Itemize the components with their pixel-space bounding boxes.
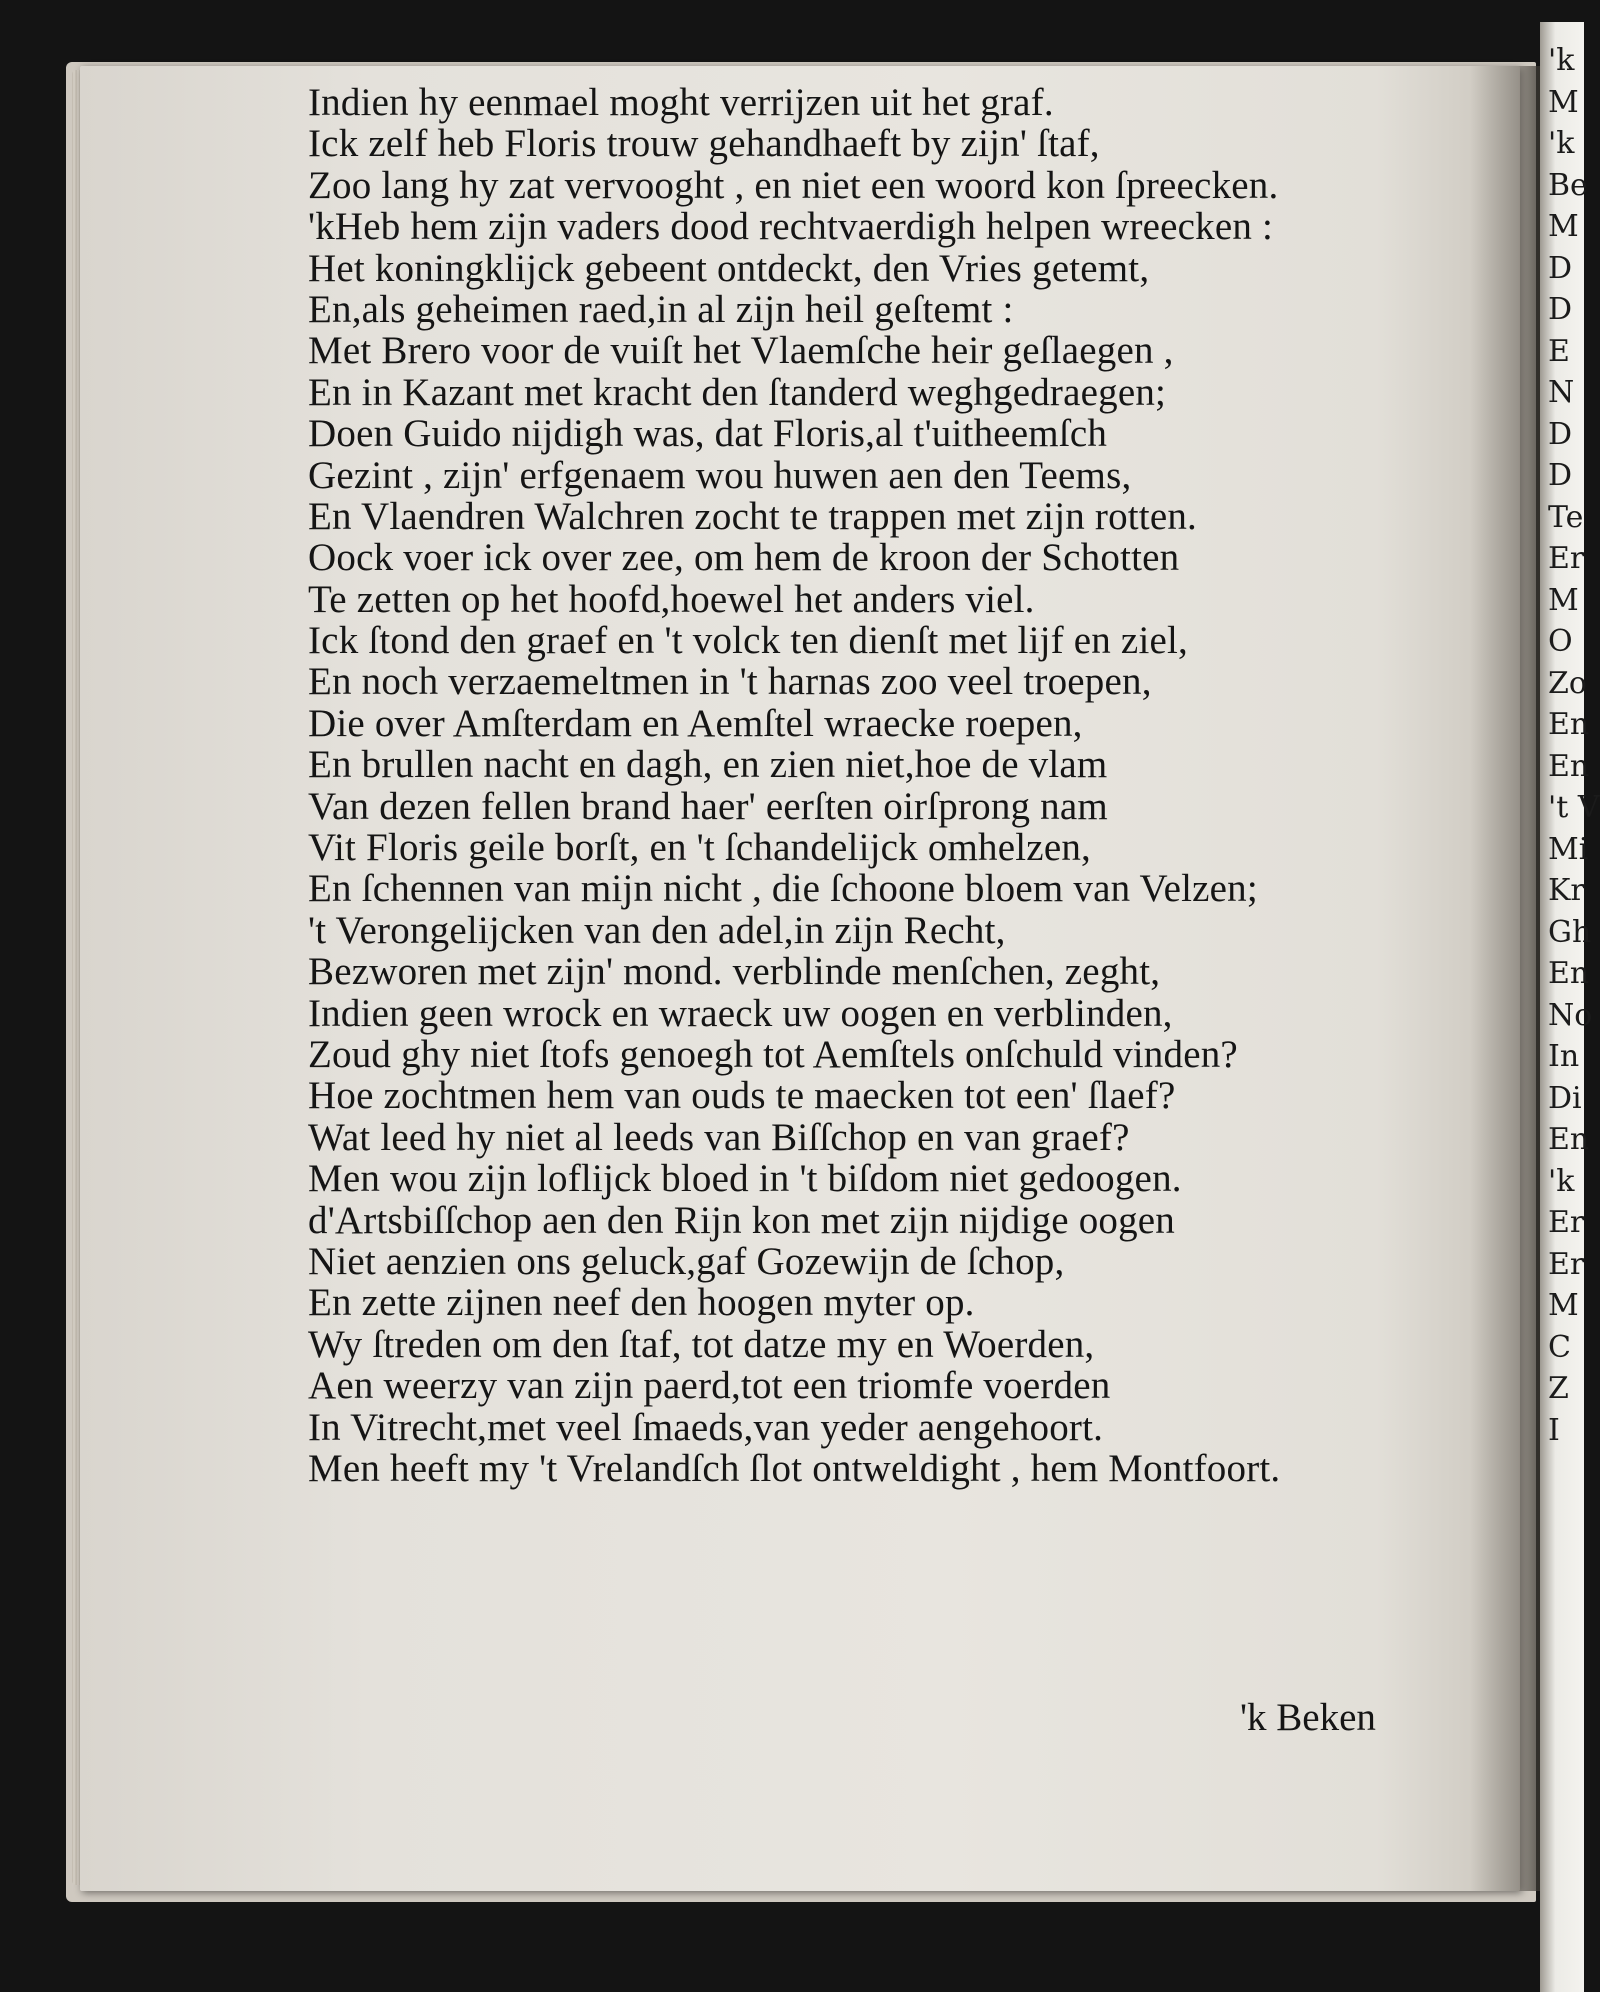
facing-page-fragment: Kr (1548, 873, 1585, 908)
verse-line: Ick ſtond den graef en 't volck ten dienſt met lijf en ziel, (308, 619, 1188, 663)
verse-line: En in Kazant met kracht den ſtanderd weghgedraegen; (308, 370, 1167, 414)
verse-line: Gezint , zijn' erfgenaem wou huwen aen den Teems, (308, 453, 1132, 497)
facing-page-fragment: 'k (1548, 1163, 1575, 1199)
facing-page-fragment: M (1548, 84, 1579, 120)
facing-page-fragment: Di (1548, 1080, 1582, 1116)
facing-page-fragment: O (1548, 624, 1573, 659)
verse-line: Oock voer ick over zee, om hem de kroon der Schotten (308, 536, 1180, 580)
verse-line: Ick zelf heb Floris trouw gehandhaeft by zijn' ſtaf, (308, 122, 1100, 166)
verse-line: Indien hy eenmael moght verrijzen uit het graf. (308, 81, 1054, 124)
verse-line: Met Brero voor de vuiſt het Vlaemſche heir geſlaegen , (308, 329, 1174, 373)
facing-page-fragment: N (1548, 375, 1575, 410)
facing-page-fragment: En (1548, 748, 1590, 784)
verse-line: 'kHeb hem zijn vaders dood rechtvaerdigh helpen wreecken : (308, 205, 1274, 249)
facing-page-fragment: En (1548, 1122, 1590, 1157)
verse-line: Van dezen fellen brand haer' eerſten oirſprong nam (308, 784, 1108, 828)
verse-line: Men wou zijn loflijck bloed in 't biſdom niet gedoogen. (308, 1157, 1182, 1201)
facing-page-fragment: M (1548, 582, 1579, 618)
verse-line: Indien geen wrock en wraeck uw oogen en verblinden, (308, 991, 1173, 1035)
facing-page-fragment: Er (1548, 1205, 1585, 1240)
facing-page-fragment: Be (1548, 167, 1588, 203)
verse-line: En brullen nacht en dagh, en zien niet,hoe de vlam (308, 743, 1108, 787)
facing-page-fragment: I (1548, 1412, 1560, 1448)
facing-page-fragment: E (1548, 333, 1570, 369)
facing-page-fragment: 'k (1548, 126, 1575, 161)
facing-page-fragment: C (1548, 1329, 1571, 1365)
facing-page-fragment: Er (1548, 541, 1585, 576)
facing-page-fragment: En (1548, 956, 1590, 991)
verse-line: Doen Guido nijdigh was, dat Floris,al t'uitheemſch (308, 412, 1108, 456)
facing-page-fragment: In (1548, 1039, 1580, 1074)
verse-line: Aen weerzy van zijn paerd,tot een triomfe voerden (308, 1364, 1111, 1408)
verse-text (308, 82, 1468, 1489)
facing-page-fragment: Er (1548, 1246, 1585, 1282)
verse-line: Niet aenzien ons geluck,gaf Gozewijn de ſchop, (308, 1239, 1065, 1283)
facing-page-fragment: Zo (1548, 665, 1587, 701)
facing-page-fragment: Z (1548, 1371, 1569, 1406)
facing-page-fragment: D (1548, 458, 1573, 493)
facing-page-fragment: Mi (1548, 831, 1589, 867)
verse-line: Het koningklijck gebeent ontdeckt, den Vries getemt, (308, 246, 1150, 290)
verse-line: 't Verongelijcken van den adel,in zijn Recht, (308, 908, 1006, 952)
verse-line: En ſchennen van mijn nicht , die ſchoone bloem van Velzen; (308, 867, 1258, 911)
facing-page-fragment: D (1548, 416, 1573, 452)
facing-page-fragment: M (1548, 1288, 1579, 1323)
facing-page-fragment: 'k (1548, 43, 1575, 78)
verse-line: Wat leed hy niet al leeds van Biſſchop en van graef? (308, 1115, 1130, 1159)
facing-page-fragment: D (1548, 292, 1573, 327)
facing-page-fragment: En (1548, 707, 1590, 742)
verse-line: En Vlaendren Walchren zocht te trappen met zijn rotten. (308, 494, 1197, 538)
verse-line: Zoud ghy niet ſtofs genoegh tot Aemſtels onſchuld vinden? (308, 1032, 1238, 1076)
facing-page-fragment: 't V (1548, 790, 1600, 825)
verse-line: En noch verzaemeltmen in 't harnas zoo veel troepen, (308, 660, 1152, 704)
verse-line: Men heeft my 't Vrelandſch ſlot ontweldight , hem Montfoort. (308, 1446, 1281, 1490)
verse-line: In Vitrecht,met veel ſmaeds,van yeder aengehoort. (308, 1405, 1104, 1449)
catchword: 'k Beken (1240, 1696, 1376, 1739)
verse-line: Die over Amſterdam en Aemſtel wraecke roepen, (308, 701, 1083, 745)
verse-line: Wy ſtreden om den ſtaf, tot datze my en Woerden, (308, 1322, 1095, 1366)
facing-page-fragment: Gh (1548, 914, 1592, 950)
verse-line: Te zetten op het hoofd,hoewel het anders viel. (308, 577, 1035, 621)
verse-line: En zette zijnen neef den hoogen myter op. (308, 1281, 975, 1325)
verse-line: Bezworen met zijn' mond. verblinde menſchen, zeght, (308, 950, 1161, 994)
facing-page-fragment: No (1548, 997, 1593, 1033)
verse-line: En,als geheimen raed,in al zijn heil geſtemt : (308, 287, 1014, 331)
facing-page-text (1548, 40, 1600, 1451)
verse-line: Vit Floris geile borſt, en 't ſchandelijck omhelzen, (308, 826, 1091, 870)
facing-page-fragment: D (1548, 250, 1573, 286)
facing-page-fragment: Te (1548, 499, 1584, 535)
verse-line: d'Artsbiſſchop aen den Rijn kon met zijn nijdige oogen (308, 1198, 1176, 1242)
book-gutter-shadow (1470, 66, 1540, 1891)
verse-line: Hoe zochtmen hem van ouds te maecken tot een' ſlaef? (308, 1074, 1176, 1118)
verse-line: Zoo lang hy zat vervooght , en niet een woord kon ſpreecken. (308, 163, 1279, 207)
facing-page-fragment: M (1548, 209, 1579, 244)
